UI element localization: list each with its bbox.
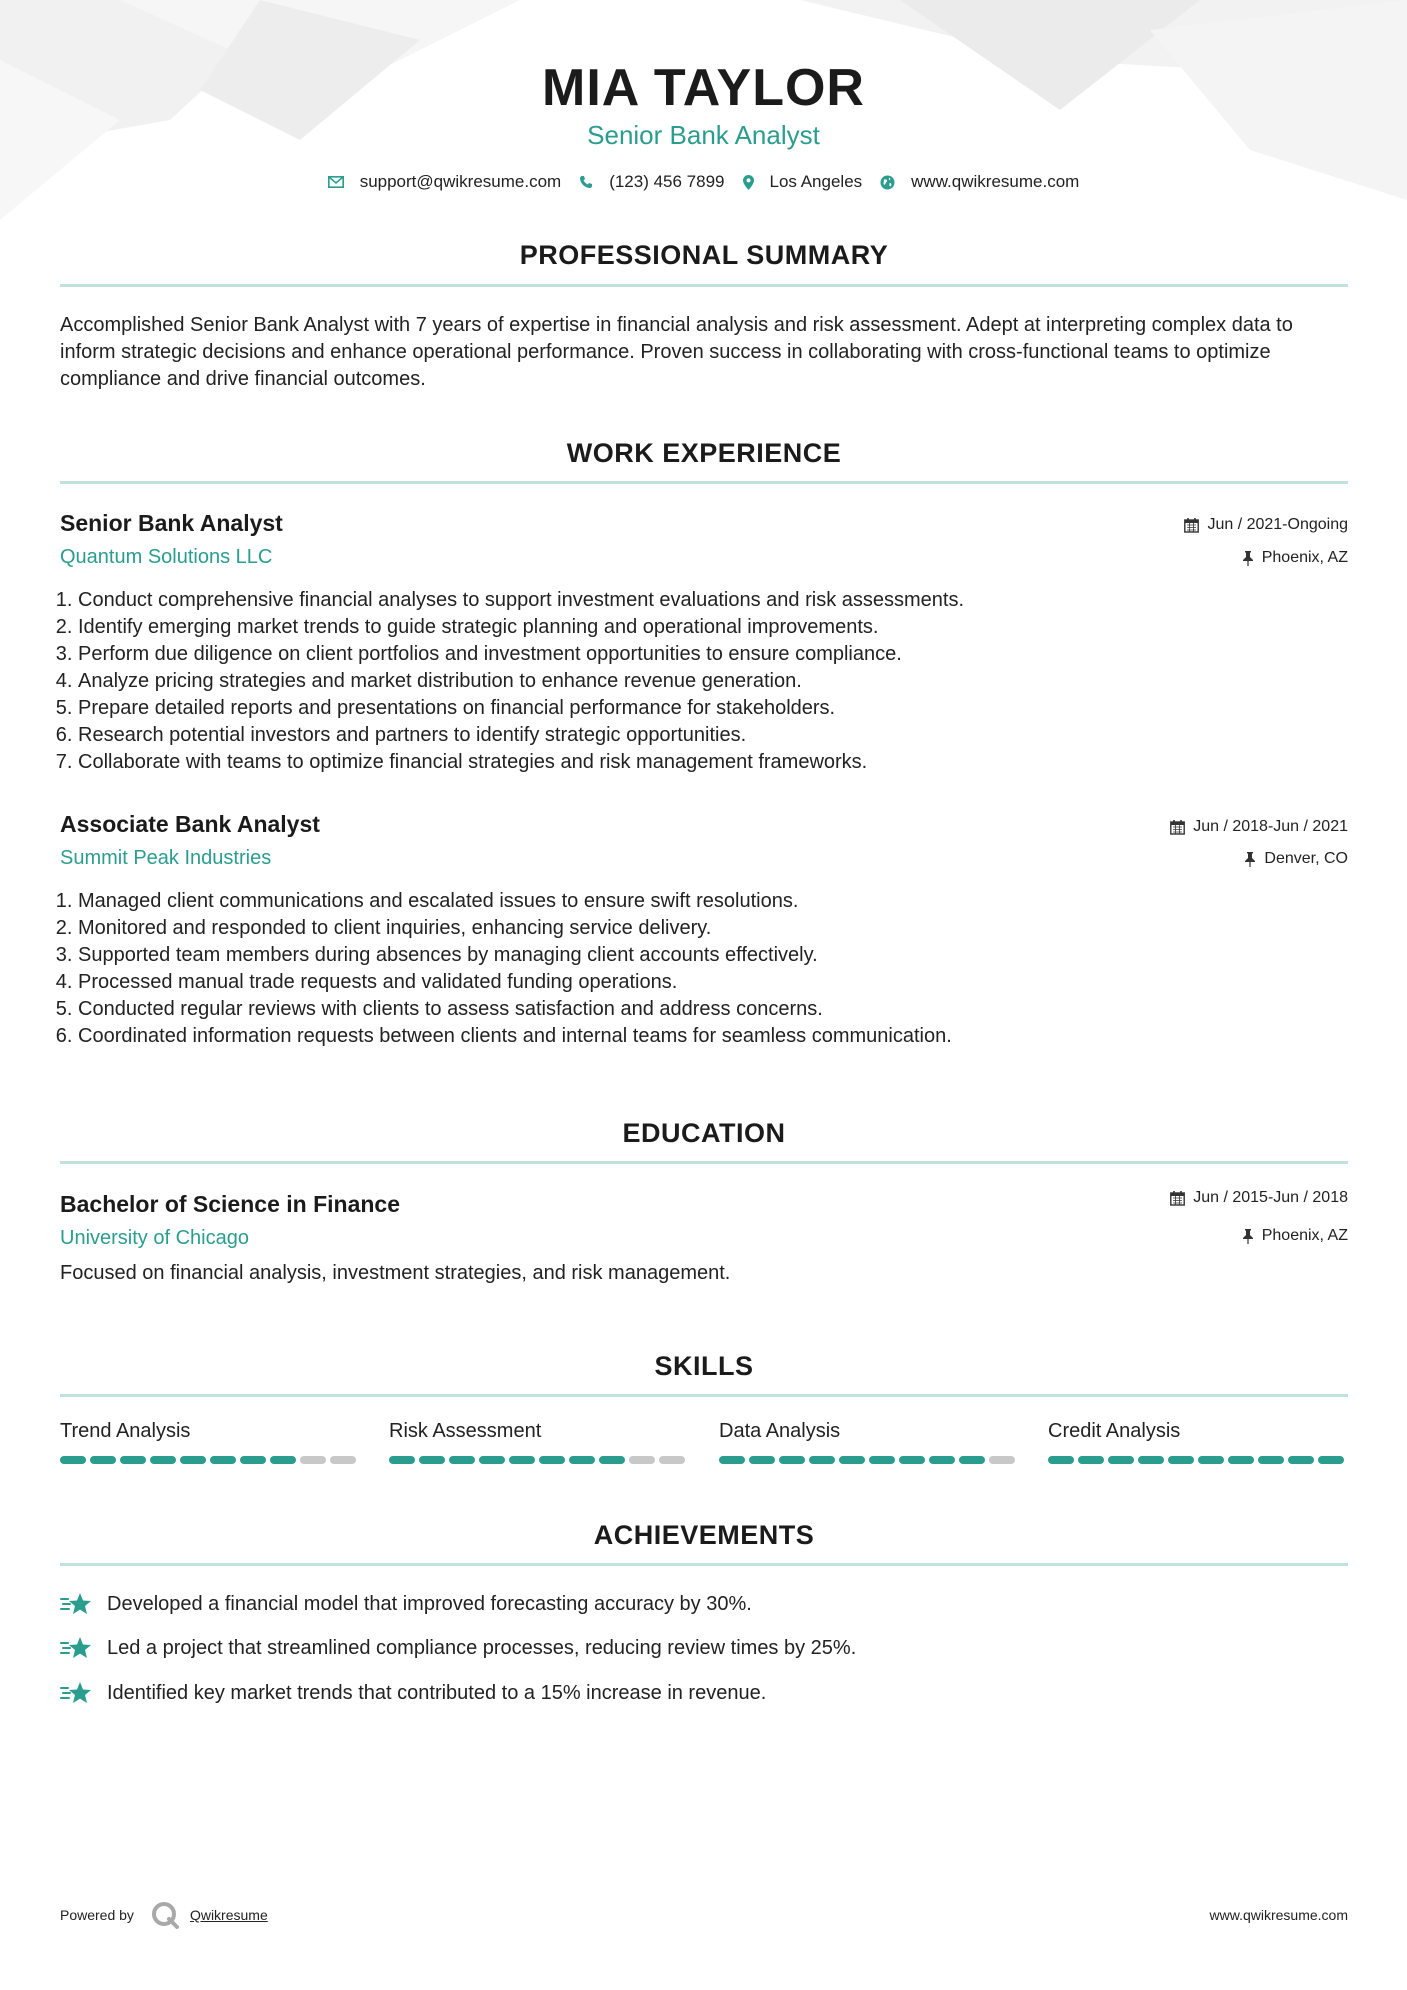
skill-level-bar <box>1048 1456 1348 1464</box>
footer-website[interactable]: www.qwikresume.com <box>1209 1907 1348 1923</box>
achievement-text: Led a project that streamlined compliance processes, reducing review times by 25%. <box>107 1636 857 1659</box>
skill-segment-filled <box>449 1456 475 1464</box>
skill-item <box>1048 1420 1348 1464</box>
skill-name: Credit Analysis <box>1048 1420 1181 1442</box>
job-location <box>1242 549 1348 567</box>
skill-segment-empty <box>629 1456 655 1464</box>
shooting-star-icon <box>60 1680 94 1706</box>
achievement-item <box>60 1680 766 1706</box>
skill-segment-filled <box>1168 1456 1194 1464</box>
education-dates-text: Jun / 2015-Jun / 2018 <box>1193 1189 1348 1206</box>
qwikresume-logo-icon <box>150 1900 180 1930</box>
job-dates-text: Jun / 2021-Ongoing <box>1207 516 1348 533</box>
education-school: University of Chicago <box>60 1227 249 1249</box>
skill-segment-filled <box>1318 1456 1344 1464</box>
contact-location-text: Los Angeles <box>769 172 863 191</box>
skill-segment-filled <box>389 1456 415 1464</box>
job-company: Summit Peak Industries <box>60 847 272 869</box>
skill-segment-filled <box>1198 1456 1224 1464</box>
job-title: Senior Bank Analyst <box>60 510 283 536</box>
skill-segment-filled <box>150 1456 176 1464</box>
education-degree: Bachelor of Science in Finance <box>60 1191 400 1217</box>
list-item: 6. Coordinated information requests between clients and internal teams for seamless communication. <box>78 1023 1358 1050</box>
section-divider <box>60 1161 1348 1164</box>
skill-segment-filled <box>240 1456 266 1464</box>
skill-segment-filled <box>869 1456 895 1464</box>
powered-by-label: Powered by <box>60 1907 134 1923</box>
skill-item <box>389 1420 689 1464</box>
skill-segment-filled <box>270 1456 296 1464</box>
skill-segment-filled <box>719 1456 745 1464</box>
skill-segment-filled <box>120 1456 146 1464</box>
contact-website[interactable] <box>880 172 1079 192</box>
list-item: 5. Conducted regular reviews with clients to assess satisfaction and address concerns. <box>78 996 1358 1023</box>
skill-item <box>60 1420 360 1464</box>
education-dates <box>1170 1189 1348 1207</box>
section-divider <box>60 1563 1348 1566</box>
skill-segment-filled <box>959 1456 985 1464</box>
list-item: 1. Managed client communications and escalated issues to ensure swift resolutions. <box>78 888 1358 915</box>
list-item: 7. Collaborate with teams to optimize financial strategies and risk management frameworks. <box>78 749 1358 776</box>
skill-item <box>719 1420 1019 1464</box>
skill-segment-filled <box>539 1456 565 1464</box>
skill-segment-empty <box>330 1456 356 1464</box>
skill-segment-filled <box>479 1456 505 1464</box>
job-duties-list <box>56 888 1358 1050</box>
contact-location <box>743 172 863 192</box>
skill-segment-empty <box>989 1456 1015 1464</box>
skill-segment-filled <box>1228 1456 1254 1464</box>
phone-icon <box>579 175 593 189</box>
section-divider <box>60 284 1348 287</box>
education-description: Focused on financial analysis, investment strategies, and risk management. <box>60 1262 731 1284</box>
skill-segment-filled <box>419 1456 445 1464</box>
list-item: 3. Supported team members during absences by managing client accounts effectively. <box>78 942 1358 969</box>
job-location <box>1244 850 1348 868</box>
skill-segment-filled <box>509 1456 535 1464</box>
skill-segment-filled <box>1048 1456 1074 1464</box>
skill-segment-filled <box>599 1456 625 1464</box>
shooting-star-icon <box>60 1635 94 1661</box>
skill-segment-filled <box>90 1456 116 1464</box>
contact-phone-text: (123) 456 7899 <box>609 172 725 191</box>
contact-email[interactable] <box>328 172 562 192</box>
skill-name: Risk Assessment <box>389 1420 542 1442</box>
summary-text: Accomplished Senior Bank Analyst with 7 years of expertise in financial analysis and risk assessment. Adept at interpreting complex data to inform strategic decisions and enhance operational performance. Proven success in collaborating with cross-functional teams to optimize compliance and drive financial outcomes. <box>60 314 1293 390</box>
list-item: 1. Conduct comprehensive financial analyses to support investment evaluations and risk assessments. <box>78 587 1358 614</box>
candidate-headline: Senior Bank Analyst <box>587 120 820 150</box>
skill-segment-filled <box>569 1456 595 1464</box>
pushpin-icon <box>1242 551 1254 566</box>
contact-website-text: www.qwikresume.com <box>911 172 1080 191</box>
list-item: 2. Monitored and responded to client inquiries, enhancing service delivery. <box>78 915 1358 942</box>
calendar-icon <box>1170 820 1185 835</box>
education-location <box>1242 1227 1348 1245</box>
list-item: 5. Prepare detailed reports and presentations on financial performance for stakeholders. <box>78 695 1358 722</box>
section-title-experience: WORK EXPERIENCE <box>566 438 842 468</box>
contact-bar <box>0 172 1407 192</box>
achievement-item <box>60 1635 856 1661</box>
list-item: 2. Identify emerging market trends to guide strategic planning and operational improvements. <box>78 614 1358 641</box>
skill-segment-filled <box>1108 1456 1134 1464</box>
skill-segment-filled <box>809 1456 835 1464</box>
skill-segment-filled <box>180 1456 206 1464</box>
map-marker-icon <box>743 175 754 190</box>
skill-segment-filled <box>1258 1456 1284 1464</box>
pushpin-icon <box>1244 852 1256 867</box>
globe-icon <box>880 175 895 190</box>
list-item: 4. Analyze pricing strategies and market distribution to enhance revenue generation. <box>78 668 1358 695</box>
skill-segment-filled <box>899 1456 925 1464</box>
skill-segment-filled <box>1078 1456 1104 1464</box>
skill-segment-filled <box>60 1456 86 1464</box>
section-title-summary: PROFESSIONAL SUMMARY <box>519 240 889 270</box>
job-dates-text: Jun / 2018-Jun / 2021 <box>1193 818 1348 835</box>
skill-segment-empty <box>659 1456 685 1464</box>
skill-segment-filled <box>210 1456 236 1464</box>
pushpin-icon <box>1242 1229 1254 1244</box>
job-title: Associate Bank Analyst <box>60 811 320 837</box>
skill-level-bar <box>719 1456 1019 1464</box>
skill-segment-filled <box>839 1456 865 1464</box>
achievement-text: Identified key market trends that contributed to a 15% increase in revenue. <box>107 1681 767 1704</box>
job-location-text: Denver, CO <box>1264 850 1348 867</box>
achievement-text: Developed a financial model that improved forecasting accuracy by 30%. <box>107 1592 752 1615</box>
job-location-text: Phoenix, AZ <box>1261 549 1348 566</box>
contact-email-text: support@qwikresume.com <box>359 172 562 191</box>
skill-segment-filled <box>929 1456 955 1464</box>
list-item: 3. Perform due diligence on client portfolios and investment opportunities to ensure compliance. <box>78 641 1358 668</box>
calendar-icon <box>1184 518 1199 533</box>
skill-segment-filled <box>749 1456 775 1464</box>
section-divider <box>60 1394 1348 1397</box>
envelope-icon <box>328 176 344 188</box>
skill-segment-filled <box>779 1456 805 1464</box>
education-location-text: Phoenix, AZ <box>1261 1227 1348 1244</box>
footer-powered-by <box>60 1900 268 1930</box>
achievement-item <box>60 1591 752 1617</box>
skill-segment-empty <box>300 1456 326 1464</box>
skill-name: Trend Analysis <box>60 1420 191 1442</box>
candidate-name: MIA TAYLOR <box>542 59 865 117</box>
skill-name: Data Analysis <box>719 1420 841 1442</box>
section-title-skills: SKILLS <box>654 1351 754 1381</box>
skill-level-bar <box>389 1456 689 1464</box>
contact-phone[interactable] <box>579 172 724 192</box>
skill-level-bar <box>60 1456 360 1464</box>
job-dates <box>1170 818 1348 836</box>
shooting-star-icon <box>60 1591 94 1617</box>
job-dates <box>1184 516 1348 534</box>
job-company: Quantum Solutions LLC <box>60 546 273 568</box>
job-duties-list <box>56 587 1358 776</box>
section-title-education: EDUCATION <box>622 1118 786 1148</box>
section-title-achievements: ACHIEVEMENTS <box>593 1520 815 1550</box>
brand-link[interactable]: Qwikresume <box>189 1907 268 1923</box>
skill-segment-filled <box>1288 1456 1314 1464</box>
section-divider <box>60 481 1348 484</box>
skill-segment-filled <box>1138 1456 1164 1464</box>
list-item: 6. Research potential investors and partners to identify strategic opportunities. <box>78 722 1358 749</box>
list-item: 4. Processed manual trade requests and validated funding operations. <box>78 969 1358 996</box>
calendar-icon <box>1170 1191 1185 1206</box>
